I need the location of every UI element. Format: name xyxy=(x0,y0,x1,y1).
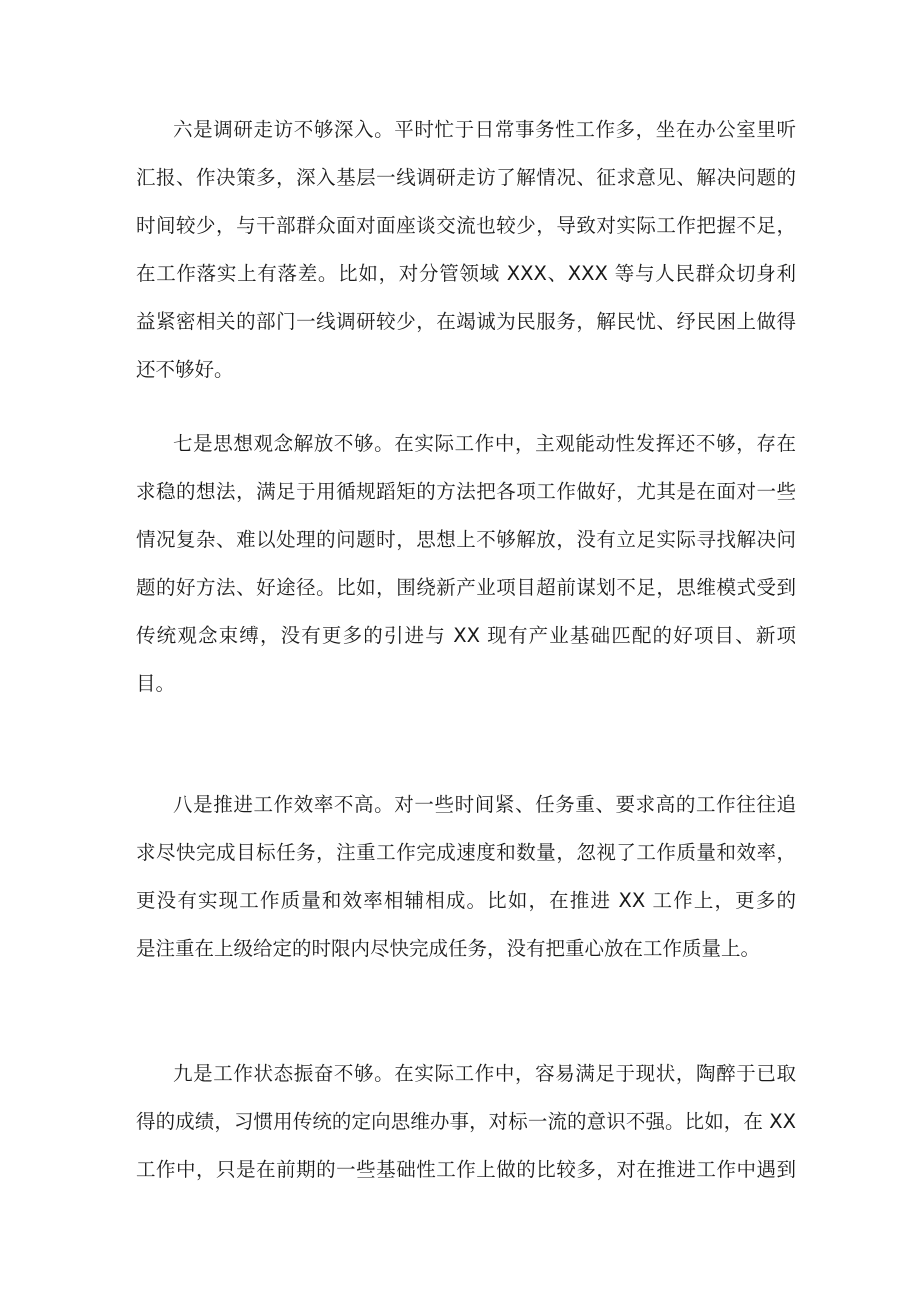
text-line: 更没有实现工作质量和效率相辅相成。比如，在推进 XX 工作上，更多的 xyxy=(136,889,796,912)
text-line: 求尽快完成目标任务，注重工作完成速度和数量，忽视了工作质量和效率， xyxy=(136,841,796,864)
text-line: 得的成绩，习惯用传统的定向思维办事，对标一流的意识不强。比如，在 XX xyxy=(136,1110,796,1133)
paragraph-7 xyxy=(136,420,796,708)
paragraph-8 xyxy=(136,781,796,973)
text-line: 九是工作状态振奋不够。在实际工作中，容易满足于现状，陶醉于已取 xyxy=(173,1062,796,1085)
paragraph-9 xyxy=(136,1050,796,1194)
text-line: 传统观念束缚，没有更多的引进与 XX 现有产业基础匹配的好项目、新项 xyxy=(136,624,796,647)
text-line: 求稳的想法，满足于用循规蹈矩的方法把各项工作做好，尤其是在面对一些 xyxy=(136,480,796,503)
text-line: 题的好方法、好途径。比如，围绕新产业项目超前谋划不足，思维模式受到 xyxy=(136,576,796,599)
text-line: 七是思想观念解放不够。在实际工作中，主观能动性发挥还不够，存在 xyxy=(173,432,796,455)
text-line: 情况复杂、难以处理的问题时，思想上不够解放，没有立足实际寻找解决问 xyxy=(136,528,796,551)
text-line: 汇报、作决策多，深入基层一线调研走访了解情况、征求意见、解决问题的 xyxy=(136,166,796,189)
text-line: 时间较少，与干部群众面对面座谈交流也较少，导致对实际工作把握不足， xyxy=(136,214,796,237)
text-line: 是注重在上级给定的时限内尽快完成任务，没有把重心放在工作质量上。 xyxy=(136,937,761,960)
text-line: 还不够好。 xyxy=(136,358,234,381)
text-line: 在工作落实上有落差。比如，对分管领域 XXX、XXX 等与人民群众切身利 xyxy=(136,262,796,285)
text-line: 六是调研走访不够深入。平时忙于日常事务性工作多，坐在办公室里听 xyxy=(173,118,796,141)
paragraph-6 xyxy=(136,106,796,394)
text-line: 益紧密相关的部门一线调研较少，在竭诚为民服务，解民忧、纾民困上做得 xyxy=(136,310,796,333)
text-line: 工作中，只是在前期的一些基础性工作上做的比较多，对在推进工作中遇到 xyxy=(136,1158,796,1181)
text-line: 八是推进工作效率不高。对一些时间紧、任务重、要求高的工作往往追 xyxy=(173,793,796,816)
text-line: 目。 xyxy=(136,672,176,695)
